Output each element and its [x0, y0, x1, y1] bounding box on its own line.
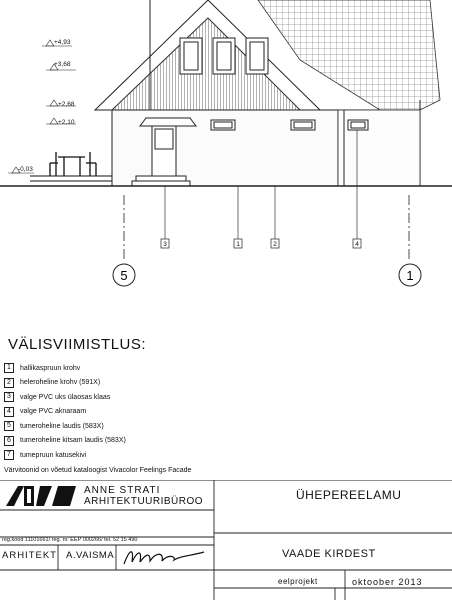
level-label: +2,68 [58, 101, 75, 108]
axis-label-left: 5 [120, 268, 128, 283]
callout-label: 1 [236, 241, 240, 248]
legend-number: 6 [4, 436, 14, 446]
level-label: +2,10 [58, 119, 75, 126]
legend-item [4, 361, 304, 376]
legend-number: 3 [4, 392, 14, 402]
level-markers [8, 39, 76, 173]
legend-item [4, 390, 304, 405]
callout-label: 3 [163, 241, 167, 248]
axis-label-right: 1 [406, 268, 414, 283]
legend-item [4, 405, 304, 420]
gable-boarding [112, 18, 300, 110]
level-label: -0,03 [18, 166, 33, 173]
sheet-title: VAADE KIRDEST [282, 548, 376, 560]
legend-number: 4 [4, 407, 14, 417]
legend-text: valge PVC aknaraam [20, 408, 87, 416]
signature [120, 546, 210, 568]
legend-item [4, 434, 304, 449]
legend-text: heleroheline krohv (591X) [20, 379, 101, 387]
legend-title: VÄLISVIIMISTLUS: [8, 336, 147, 353]
callout-label: 4 [355, 241, 359, 248]
legend-number: 7 [4, 450, 14, 460]
project-title: ÜHEPEREELAMU [296, 488, 402, 502]
callout-label: 2 [273, 241, 277, 248]
legend-text: valge PVC uks ülaosas klaas [20, 393, 111, 401]
legend-text: tumeroheline laudis (583X) [20, 422, 104, 430]
roof-tiles [258, 0, 440, 110]
level-label: +3,68 [54, 61, 71, 68]
role-label: ARHITEKT [2, 550, 57, 561]
project-stage: eelprojekt [278, 577, 318, 586]
legend-item [4, 448, 304, 463]
terrace-furniture [30, 152, 112, 181]
color-note: Värvitoonid on võetud kataloogist Vivacolor Feelings Facade [4, 467, 192, 474]
architect-name: A.VAISMA [66, 550, 115, 561]
legend-text: hallikaspruun krohv [20, 364, 81, 372]
legend-item [4, 419, 304, 434]
legend-text: tumeroheline kitsam laudis (583X) [20, 437, 126, 445]
legend-text: tumepruun katusekivi [20, 451, 87, 459]
registration-info: reg.kood 11101661/ reg. nr. EEP 000266/ tel. 52 15 490 [2, 537, 138, 543]
legend-list [4, 361, 304, 463]
date: oktoober 2013 [352, 577, 423, 587]
company-subtitle: ARHITEKTUURIBÜROO [84, 496, 204, 507]
legend-number: 1 [4, 363, 14, 373]
legend-number: 5 [4, 421, 14, 431]
company-name: ANNE STRATI [84, 485, 161, 496]
gable-windows [180, 38, 268, 74]
legend-number: 2 [4, 378, 14, 388]
level-label: +4,93 [54, 39, 71, 46]
company-logo [6, 486, 76, 506]
legend-item [4, 376, 304, 391]
